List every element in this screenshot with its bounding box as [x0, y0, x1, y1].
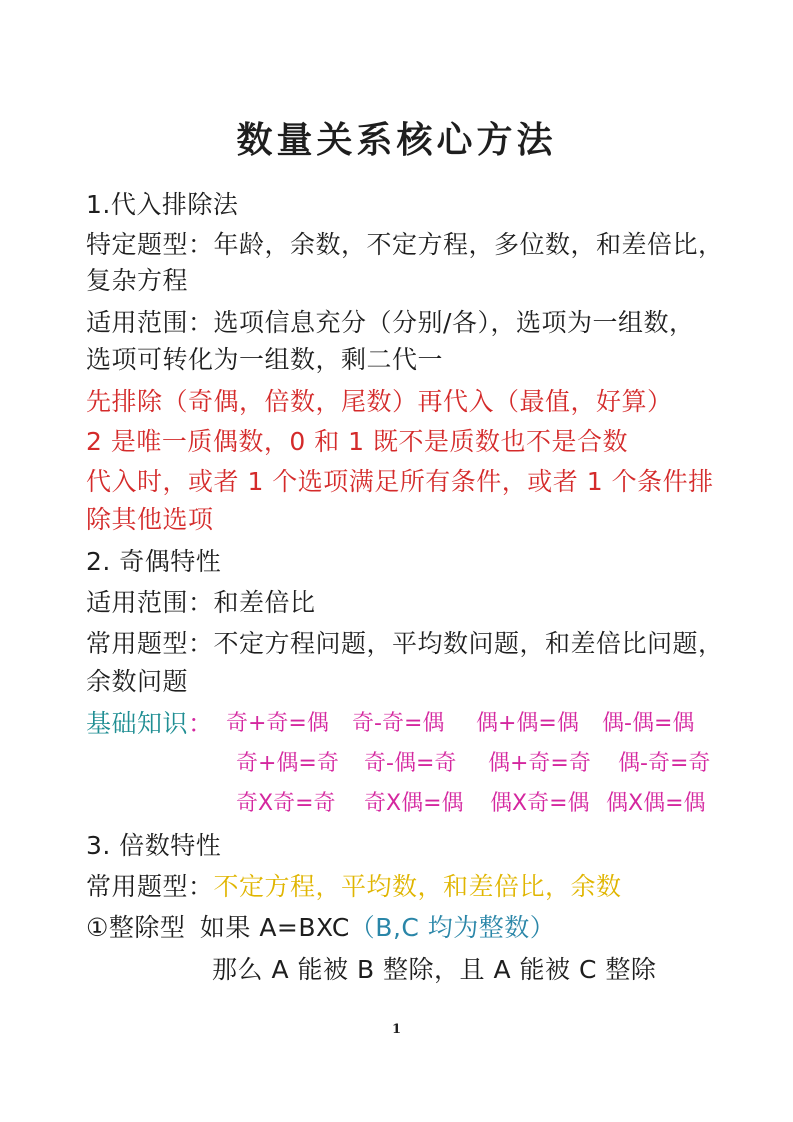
- page-title: 数量关系核心方法: [236, 120, 557, 161]
- section-2-scope-label: 适用范围：: [86, 588, 214, 617]
- parity-rule: 偶X偶=偶: [606, 791, 706, 816]
- parity-rule: 奇X奇=奇: [236, 791, 336, 816]
- section-3-item-line: [86, 911, 555, 945]
- section-3-heading: 3. 倍数特性: [86, 831, 222, 860]
- section-2-scope-text: 和差倍比: [213, 588, 316, 617]
- parity-rule: 偶+偶=偶: [476, 711, 579, 736]
- parity-rule: 偶+奇=奇: [488, 751, 591, 776]
- section-1-red-note-1: 先排除（奇偶，倍数，尾数）再代入（最值，好算）: [86, 387, 673, 416]
- section-2-basic-label: 基础知识: [86, 709, 189, 738]
- parity-rule: 偶-偶=偶: [602, 711, 695, 736]
- section-2-type-text-cont: 余数问题: [86, 667, 189, 696]
- section-3-item-then: 那么 A 能被 B 整除，且 A 能被 C 整除: [212, 955, 657, 984]
- parity-rule-row-2: [236, 749, 710, 779]
- section-2-basic-label-line: [86, 707, 214, 741]
- section-1-red-note-3-cont: 除其他选项: [86, 505, 214, 534]
- parity-rule: 偶-奇=奇: [618, 751, 711, 776]
- parity-rule: 奇-偶=奇: [364, 751, 457, 776]
- section-2-type-line: [86, 627, 724, 661]
- parity-rule: 奇+奇=偶: [226, 711, 329, 736]
- section-1-scope-text: 选项信息充分（分别/各），选项为一组数，: [213, 308, 695, 337]
- parity-rule: 奇+偶=奇: [236, 751, 339, 776]
- section-1-type-line: [86, 228, 724, 262]
- section-1-red-note-3: 代入时，或者 1 个选项满足所有条件，或者 1 个条件排: [86, 467, 714, 496]
- section-1-heading: 1.代入排除法: [86, 190, 239, 219]
- section-1-scope-label: 适用范围：: [86, 308, 214, 337]
- section-3-item-paren: （B,C 均为整数）: [349, 913, 556, 942]
- section-3-type-line: [86, 870, 622, 904]
- parity-rule-row-3: [236, 789, 706, 819]
- section-1-type-text-cont: 复杂方程: [86, 266, 189, 295]
- section-1-scope-text-cont: 选项可转化为一组数，剩二代一: [86, 345, 444, 374]
- parity-rule: 奇X偶=偶: [364, 791, 464, 816]
- section-1-type-label: 特定题型：: [86, 230, 214, 259]
- section-3-type-text: 不定方程，平均数，和差倍比，余数: [213, 872, 622, 901]
- parity-rule: 偶X奇=偶: [490, 791, 590, 816]
- section-2-scope-line: [86, 586, 316, 620]
- section-3-item-label: ①整除型: [86, 913, 186, 942]
- parity-rule-row-1: [226, 709, 694, 739]
- section-2-basic-colon: ：: [188, 709, 214, 738]
- section-2-type-label: 常用题型：: [86, 629, 214, 658]
- section-1-red-note-2: 2 是唯一质偶数，0 和 1 既不是质数也不是合数: [86, 427, 629, 456]
- parity-rule: 奇-奇=偶: [352, 711, 445, 736]
- section-2-type-text: 不定方程问题，平均数问题，和差倍比问题，: [213, 629, 724, 658]
- section-3-item-if: 如果 A=BXC: [199, 913, 350, 942]
- section-2-heading: 2. 奇偶特性: [86, 547, 222, 576]
- section-3-type-label: 常用题型：: [86, 872, 214, 901]
- page-number: 1: [391, 1022, 402, 1037]
- section-1-scope-line: [86, 306, 694, 340]
- section-1-type-text: 年龄，余数，不定方程，多位数，和差倍比，: [213, 230, 724, 259]
